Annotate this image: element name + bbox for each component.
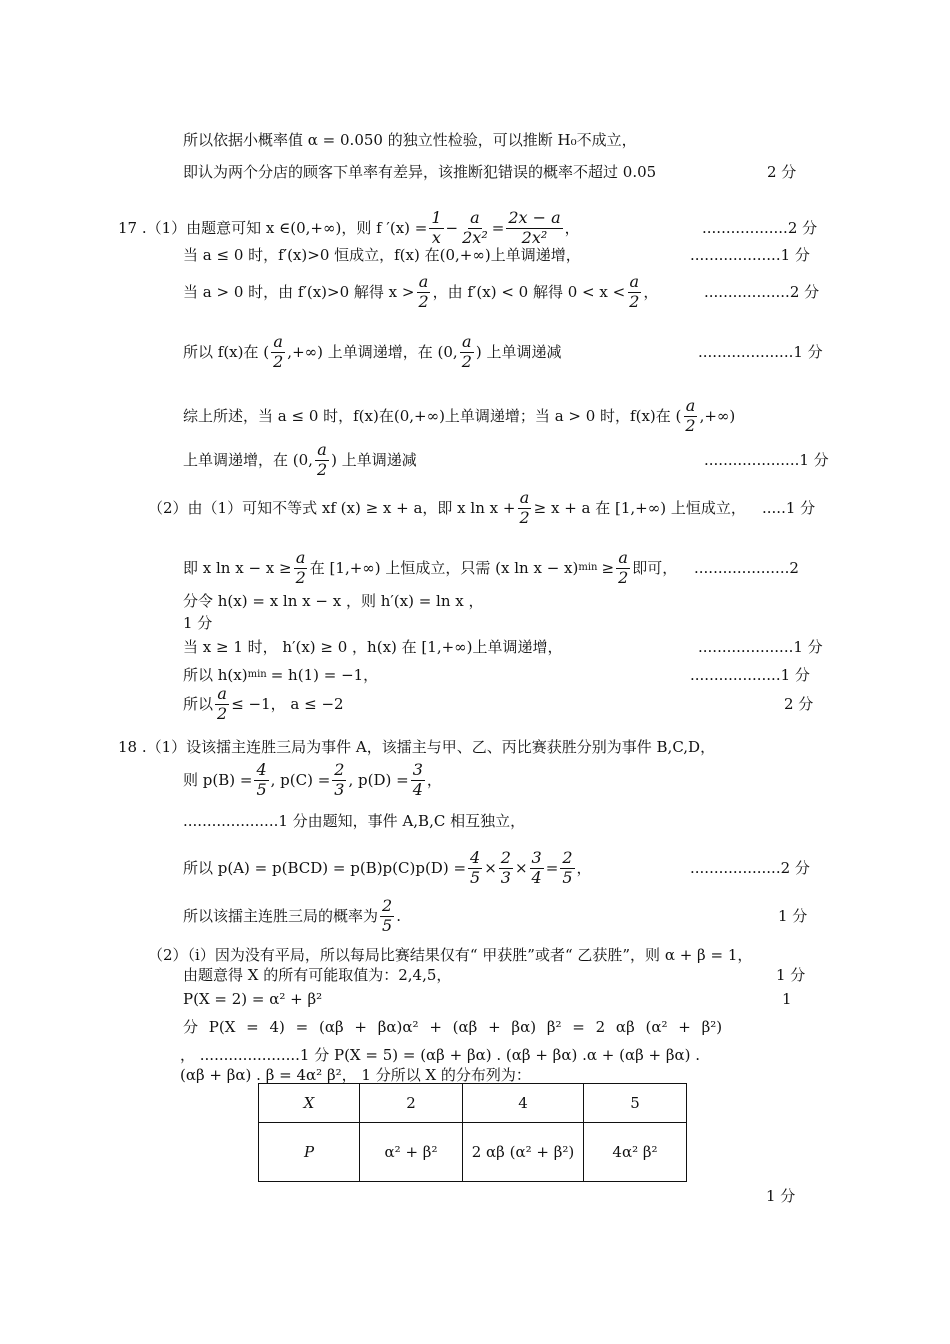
text-segment: 当 a > 0 时，由 f′(x)>0 解得 x > [183,283,415,301]
text-segment: 即 x ln x − x ≥ [183,559,292,577]
table-cell: X [259,1084,360,1123]
text-segment: 所以 f(x)在 ( [183,343,270,361]
p18-independent-text: ....................1 分由题知，事件 A,B,C 相互独立， [183,812,526,830]
fraction-den: x [431,227,441,247]
text-segment: ) 上单调递减 [475,343,562,361]
score-label: 1 分 [183,614,213,632]
subscript-min: min [247,669,267,680]
table-cell: 5 [584,1084,687,1123]
subscript-min: min [578,562,598,573]
independence-test-text: 所以依据小概率值 α = 0.050 的独立性检验，可以推断 H₀不成立， [183,131,637,149]
punctuation: ， [426,771,442,789]
fraction-num: a [462,332,472,352]
fraction-num: a [217,684,227,704]
conclusion-text: 即认为两个分店的顾客下单率有差异，该推断犯错误的概率不超过 0.05 [183,163,657,181]
fraction-num: a [685,396,696,416]
punctuation: ， [643,283,659,301]
table-header-row [259,1084,687,1123]
table-row [259,1123,687,1182]
equals-sign: = [545,859,559,877]
p18-x-values-text: 由题意得 X 的所有可能取值为：2,4,5， [183,966,452,984]
minus-sign: − [445,219,459,237]
line-independence-test [0,125,950,155]
fraction-num: 2 [334,760,345,780]
case-a-gt-0-expr [183,273,658,311]
table-cell: 2 αβ (α² + β²) [463,1123,584,1182]
text-segment: ) 上单调递减 [331,451,417,469]
table-cell: 4α² β² [584,1123,687,1182]
text-segment: （2）由（1）可知不等式 xf (x) ≥ x + a，即 x ln x + [148,499,516,517]
fraction-den: 2x² [521,227,548,247]
text-segment: 在 [1,+∞) 上恒成立，只需 (x ln x − x) [309,559,579,577]
fraction-den: 2 [316,459,328,479]
h-increasing-text: 当 x ≥ 1 时， h′(x) ≥ 0 ，h(x) 在 [1,+∞)上单调递增， [183,638,563,656]
fraction-den: 3 [334,779,345,799]
fraction-num: 2 [500,848,511,868]
text-segment: ≥ x + a 在 [1,+∞) 上恒成立， [533,499,746,517]
fraction-den: 2 [461,351,472,371]
score-label: ....................1 分 [704,451,829,469]
score-label: 1 分 [776,966,806,984]
h-min-expr [183,666,378,684]
line-part2-need [0,548,950,588]
table-cell: P [259,1123,360,1182]
score-label: ....................2 [694,559,799,577]
part2-inequality-expr [148,489,746,527]
fraction-den: 2 [618,567,629,587]
fraction [499,849,513,887]
line-case-a-le-0 [0,240,950,270]
define-h-text: 分令 h(x) = x ln x − x ，则 h′(x) = ln x ， [183,592,484,610]
fraction-num: 4 [470,848,481,868]
text-segment: 即可， [632,559,678,577]
fraction-den: 2 [273,351,284,371]
times-sign: × [484,859,497,877]
fraction-num: 2 [562,848,573,868]
fraction-num: a [618,548,628,568]
punctuation: ， [576,859,592,877]
score-label: ...................1 分 [690,666,810,684]
line-summary [0,396,950,436]
line-p18-px4 [0,1012,950,1042]
fraction-den: 5 [256,779,267,799]
case-a-le-0-text: 当 a ≤ 0 时，f′(x)>0 恒成立，f(x) 在(0,+∞)上单调递增， [183,246,581,264]
distribution-table [258,1083,687,1182]
p18-pa-expr [183,849,592,887]
part2-need-expr [183,549,677,587]
fraction-den: 2 [519,507,530,527]
score-label: ..................2 分 [702,219,818,237]
fraction [254,761,268,799]
fraction [530,849,544,887]
score-label: 1 分 [766,1187,796,1205]
fraction-den: 2 [217,703,228,723]
p18-probs-expr [183,761,442,799]
score-label: ...................1 分 [690,246,810,264]
line-p18-px2 [0,984,950,1014]
fraction [315,441,329,479]
line-monotonic-result [0,332,950,372]
a-result-expr [183,685,344,723]
line-p18-probs [0,758,950,802]
fraction [416,273,430,311]
fraction-num: 4 [256,760,267,780]
fraction-den: 4 [412,779,423,799]
fraction-num: 3 [531,848,542,868]
p18-px5-cont-text: (αβ + βα) . β = 4α² β²， 1 分所以 X 的分布列为： [180,1066,531,1084]
fraction-num: a [519,488,530,508]
fraction [215,685,229,723]
text-segment: ≥ [601,559,615,577]
fraction-num: a [418,272,429,292]
score-label: 2 分 [784,695,814,713]
p17-head: 17 .（1）由题意可知 x ∈(0,+∞)，则 f ′(x) = [118,219,428,237]
text-segment: ≤ −1， a ≤ −2 [231,695,344,713]
summary-expr [183,397,735,435]
text-segment: 上单调递增，在 (0, [183,451,313,469]
p18-setup-text: 18 .（1）设该擂主连胜三局为事件 A，该擂主与甲、乙、丙比赛获胜分别为事件 B,C,D， [118,738,716,756]
fraction-den: 3 [500,867,511,887]
fraction [271,333,285,371]
fraction-den: 2 [629,291,640,311]
text-segment: = h(1) = −1， [270,666,379,684]
fraction-num: a [273,332,283,352]
fraction-num: a [470,208,480,228]
fraction-den: 2 [295,567,306,587]
line-p18-independent [0,806,950,836]
fraction-den: 2 [685,415,696,435]
fraction [411,761,425,799]
line-case-a-gt-0 [0,272,950,312]
fraction [294,549,308,587]
score-label: ....................1 分 [698,638,823,656]
fraction-num: a [295,548,306,568]
text-segment: 所以 h(x) [183,666,248,684]
fraction-den: 4 [531,867,542,887]
p18-px5-text: ， .....................1 分 P(X = 5) = (αβ + βα) . (αβ + βα) .α + (αβ + βα) . [180,1046,701,1064]
score-label: ...................2 分 [690,859,810,877]
text-segment: ,+∞) [699,407,736,425]
text-segment: , p(C) = [270,771,331,789]
table-cell: α² + β² [360,1123,463,1182]
line-p18-answer [0,894,950,938]
line-part2-inequality [0,488,950,528]
text-segment: , p(D) = [348,771,409,789]
fraction-num: 2x − a [508,208,561,228]
table-cell: 4 [463,1084,584,1123]
text-segment: 则 p(B) = [183,771,253,789]
times-sign: × [514,859,528,877]
summary-cont-expr [183,441,417,479]
text-segment: ，由 f′(x) < 0 解得 0 < x < [432,283,626,301]
score-label: 1 [782,990,792,1008]
monotonic-result-expr [183,333,562,371]
fraction [627,273,641,311]
table-cell: 2 [360,1084,463,1123]
p18-px4-text: 分 P(X = 4) = (αβ + βα)α² + (αβ + βα) β² = 2 αβ (α² + β²) [183,1018,723,1036]
fraction-num: 2 [382,896,393,916]
line-h-increasing [0,632,950,662]
line-a-result [0,684,950,724]
p18-answer-expr [183,897,401,935]
text-segment: 所以 p(A) = p(BCD) = p(B)p(C)p(D) = [183,859,467,877]
score-label: ....................1 分 [698,343,823,361]
text-segment: ,+∞) 上单调递增，在 (0, [287,343,458,361]
fraction-num: a [629,272,640,292]
fraction [468,849,482,887]
punctuation: ， [564,219,580,237]
fraction [380,897,394,935]
fraction-den: 5 [382,915,393,935]
fraction [616,549,630,587]
line-p18-pa [0,846,950,890]
p18-part2-text: （2）（i）因为没有平局，所以每局比赛结果仅有“ 甲获胜”或者“ 乙获胜”，则 α + β = 1， [148,946,753,964]
fraction-den: 2 [418,291,429,311]
punctuation: . [396,907,401,925]
line-summary-cont [0,440,950,480]
fraction [332,761,346,799]
fraction [560,849,574,887]
line-conclusion [0,157,950,187]
text-segment: 所以该擂主连胜三局的概率为 [183,907,379,925]
p18-px2-text: P(X = 2) = α² + β² [183,990,323,1008]
equals-sign: = [491,219,505,237]
fraction-num: 1 [431,208,442,228]
text-segment: 所以 [183,695,214,713]
fraction-num: a [317,440,327,460]
score-label: 2 分 [767,163,797,181]
fraction-num: 3 [412,760,423,780]
text-segment: 综上所述，当 a ≤ 0 时，f(x)在(0,+∞)上单调递增；当 a > 0 时，f(x)在 ( [183,407,682,425]
score-label: ..................2 分 [704,283,820,301]
line-final-score [0,1181,950,1211]
score-label: 1 分 [778,907,808,925]
fraction [460,333,474,371]
fraction-den: 5 [470,867,481,887]
fraction [683,397,697,435]
fraction-den: 2x² [462,227,488,247]
score-label: .....1 分 [762,499,816,517]
fraction-den: 5 [562,867,573,887]
fraction [517,489,531,527]
